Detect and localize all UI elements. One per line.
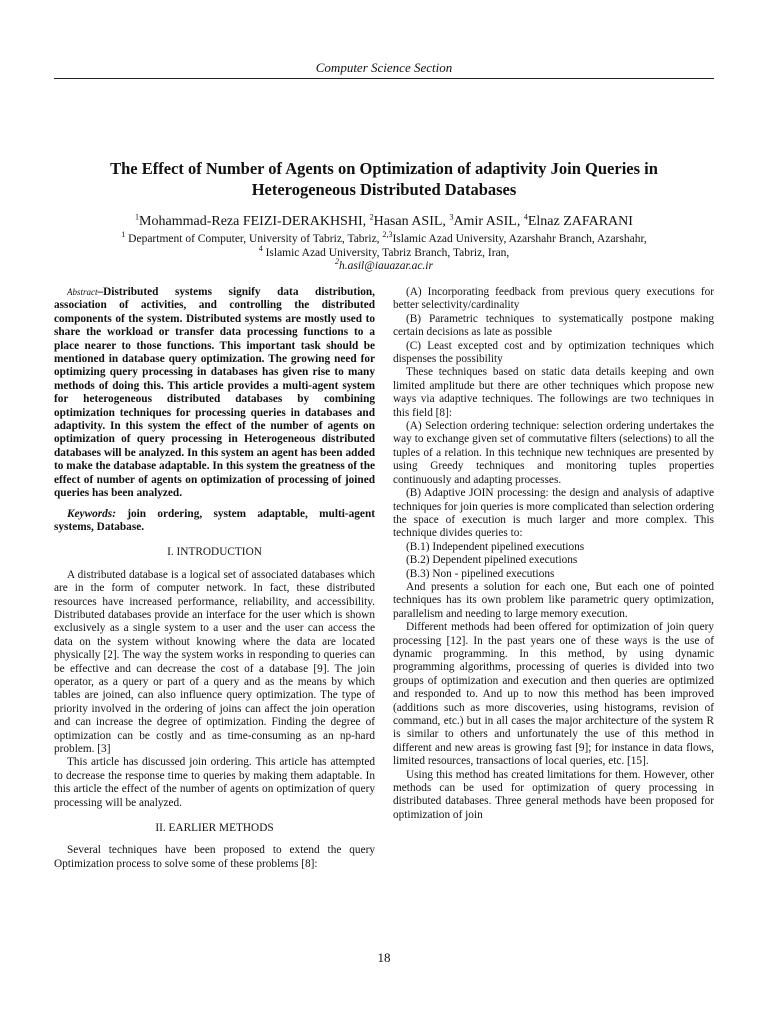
title-line-2: Heterogeneous Distributed Databases <box>251 180 517 199</box>
page-number: 18 <box>377 950 391 965</box>
paper-title <box>64 158 704 200</box>
right-paragraph: Using this method has created limitations for them. However, other methods can be used for optimization of query processing in distributed databases. Three general methods have been proposed for optimization of join <box>393 768 714 821</box>
abstract-text: –Distributed systems signify data distribution, association of activities, and controlling the distributed components of the system. Distributed systems are mostly used to share the workload or transfer data processing functions to a place nearer to those functions. This important task should be mentioned in database query optimization. The growing need for optimizing query processing in databases has given rise to many methods of doing this. This article provides a multi-agent system for heterogeneous distributed databases by combining optimization techniques for processing queries in databases and adaptivity. In this system the effect of the number of agents on optimization of query processing in Heterogeneous distributed databases will be analyzed. In this system an agent has been added to make the database adaptable. In this system the greatness of the effect of number of agents on optimization of processing of joined queries has been analyzed. <box>54 286 375 500</box>
author-1: Mohammad-Reza FEIZI-DERAKHSHI, <box>139 214 370 229</box>
right-paragraph: And presents a solution for each one, But each one of pointed techniques has its own problem like parametric query optimization, parallelism and needing to large memory execution. <box>393 580 714 620</box>
right-column <box>393 286 714 822</box>
affiliation-23: Islamic Azad University, Azarshahr Branch, Azarshahr, <box>392 233 647 245</box>
affiliations <box>40 230 728 274</box>
section-heading-introduction <box>54 546 375 559</box>
keywords <box>54 508 375 535</box>
abstract <box>54 286 375 501</box>
author-2-sup: 2 <box>369 212 374 222</box>
affiliation-23-sup: 2,3 <box>382 230 393 240</box>
author-4: Elnaz ZAFARANI <box>527 214 633 229</box>
author-2: Hasan ASIL, <box>373 214 450 229</box>
right-paragraph: (A) Selection ordering technique: selection ordering undertakes the way to exchange given set of commutative filters (selections) to all the tuples of a relation. In this technique new techniques are presented by using Greedy techniques and monitoring tuples properties continuously and adapting processes. <box>393 420 714 486</box>
section-1-title: NTRODUCTION <box>180 546 262 559</box>
affiliation-line-3 <box>40 257 728 274</box>
right-paragraph: (A) Incorporating feedback from previous query executions for better selectivity/cardinality <box>393 286 714 312</box>
section-2-title: ARLIER METHODS <box>175 822 274 835</box>
email-sup: 2 <box>335 257 340 267</box>
affiliation-4: Islamic Azad University, Tabriz Branch, Tabriz, Iran, <box>262 246 510 259</box>
section-2-numeral: II. E <box>155 822 176 835</box>
affiliation-1-sup: 1 <box>121 230 126 240</box>
right-paragraph: (B) Adaptive JOIN processing: the design and analysis of adaptive techniques for join queries is more complicated than selection ordering the space of execution is much larger and more complex. This technique divides queries to: <box>393 487 714 540</box>
left-column <box>54 286 375 871</box>
section-heading-earlier-methods <box>54 822 375 835</box>
affiliation-1: Department of Computer, University of Tabriz, Tabriz, <box>125 233 383 245</box>
right-paragraph: (B) Parametric techniques to systematically postpone making certain decisions as late as possible <box>393 312 714 339</box>
keywords-text: join ordering, system adaptable, multi-agent systems, Database. <box>54 507 375 533</box>
right-paragraph: (B.2) Dependent pipelined executions <box>406 554 578 567</box>
author-4-sup: 4 <box>523 212 528 222</box>
keywords-label: Keywords: <box>67 507 116 520</box>
running-head: Computer Science Section <box>315 60 453 75</box>
affiliation-line-1 <box>40 230 728 247</box>
contact-email: h.asil@iauazar.ac.ir <box>339 260 433 272</box>
author-3-sup: 3 <box>449 212 454 222</box>
author-1-sup: 1 <box>135 212 140 222</box>
author-list <box>40 213 728 231</box>
right-paragraph: These techniques based on static data details keeping and own limited amplitude but there are other techniques which propose new ways via adaptive techniques. The followings are two techniques in this field [8]: <box>393 366 714 419</box>
earlier-methods-paragraph-1: Several techniques have been proposed to extend the query Optimization process to solve some of these problems [8]: <box>54 844 375 870</box>
introduction-paragraph-1: A distributed database is a logical set of associated databases which are in the form of computer network. In fact, these distributed resources have increased performance, reliability, and accessibility. Distributed databases provide an interface for the user which is shown exclusively as a single system to a user and the user can access the data on the system without knowing where the data are located physically [2]. The way the system works in responding to queries can be effective and can decrease the cost of a database [9]. The join operator, as a query or part of a query and as the means by which tables are joined, can also influence query optimization. The type of priority involved in the ordering of joins can affect the join operation and can increase the degree of optimization. Finding the degree of optimization can be costly and as time-consuming as an np-hard problem. [3] <box>54 568 375 755</box>
right-paragraph: (C) Least excepted cost and by optimization techniques which dispenses the possibility <box>393 339 714 366</box>
right-paragraph: (B.1) Independent pipelined executions <box>406 540 585 553</box>
title-line-1: The Effect of Number of Agents on Optimization of adaptivity Join Queries in <box>110 159 658 178</box>
affiliation-4-sup: 4 <box>258 243 263 253</box>
section-1-numeral: I. I <box>167 546 181 559</box>
affiliation-line-2 <box>40 243 728 261</box>
author-3: Amir ASIL, <box>453 214 524 229</box>
abstract-label: Abstract <box>67 287 98 297</box>
right-paragraph: Different methods had been offered for optimization of join query processing [12]. In the past years one of these ways is the use of dynamic programming. In this method, by using dynamic programming algorithms, processing of queries is divided into two groups of optimization and execution and then queries are optimized and responded to. And up to now this method has been improved (additions such as more discoveries, using histograms, revision of command, etc.) but in all cases the major architecture of the system R is similar to others and unfortunately the use of this method in different and new areas is growing fast [9]; for instance in data flows, limited resources, transactions of local queries, etc. [15]. <box>393 621 714 768</box>
header-rule <box>54 78 714 79</box>
right-paragraph: (B.3) Non - pipelined executions <box>406 567 555 580</box>
introduction-paragraph-2: This article has discussed join ordering. This article has attempted to decrease the response time to queries by making them adaptable. In this article the effect of the number of agents on optimization of query processing will be analyzed. <box>54 756 375 809</box>
